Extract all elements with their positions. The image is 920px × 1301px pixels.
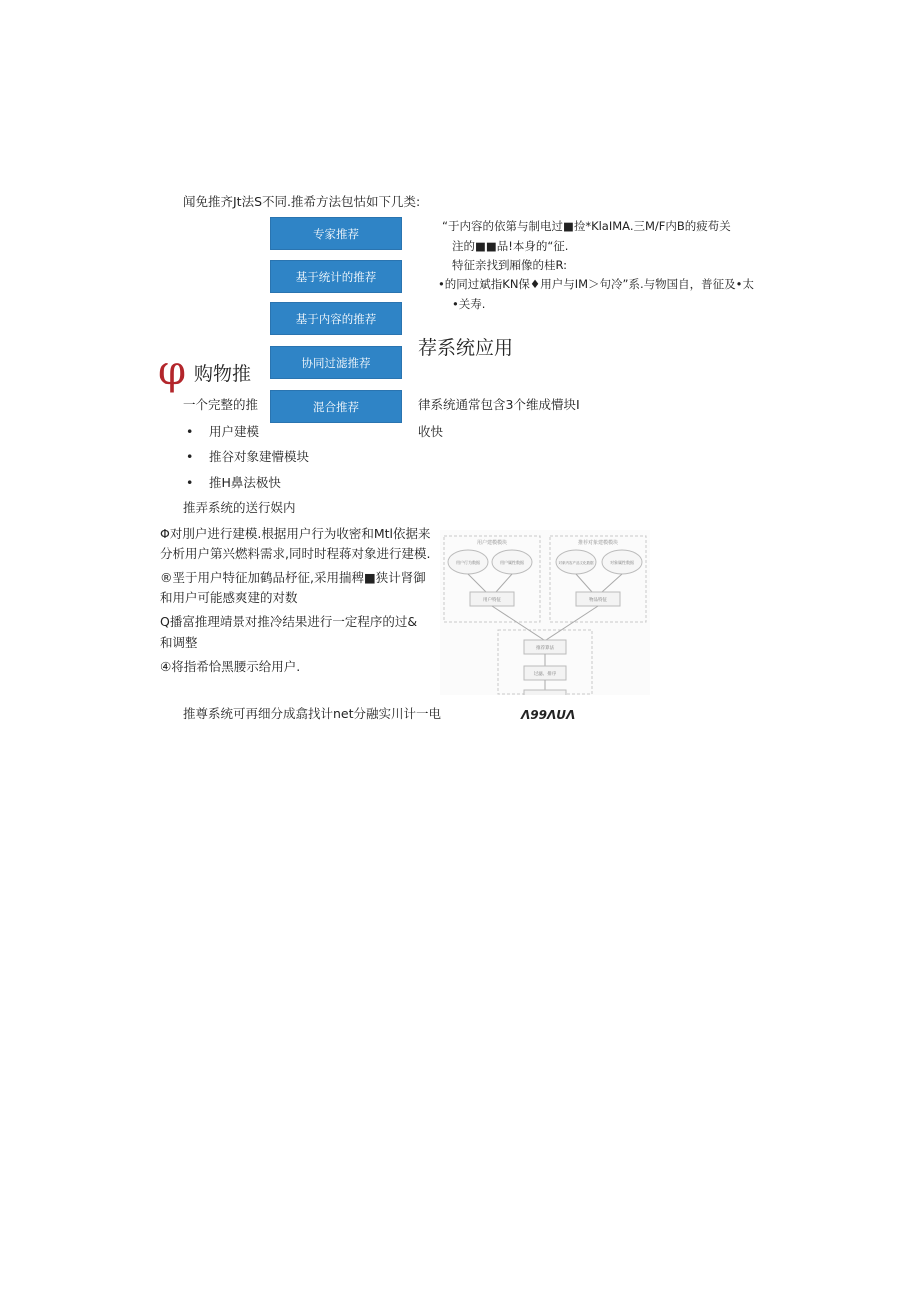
right-feature-label: 物品特征 bbox=[589, 598, 607, 603]
note-line: “于内容的依第与制电过■捡*KlaIMA.三M/F内B的疲苟关 bbox=[442, 219, 731, 233]
step-line: 和用户可能感爽建的对数 bbox=[160, 590, 298, 605]
left-group-label: 用户建模模块 bbox=[476, 540, 508, 546]
architecture-diagram bbox=[440, 530, 650, 695]
para1-left: 一个完整的推 bbox=[183, 397, 259, 412]
output-box bbox=[524, 690, 566, 695]
method-collaborative-button[interactable]: 协同过滤推荐 bbox=[270, 346, 402, 379]
right-group-box bbox=[550, 536, 646, 622]
method-content-button[interactable]: 基于内容的推荐 bbox=[270, 302, 402, 335]
note-line: 特征亲找到厢像的桂R: bbox=[452, 258, 568, 272]
left-feature-label: 用户特征 bbox=[483, 598, 501, 603]
left-node-behavior-label: 用户行为数据 bbox=[456, 560, 480, 565]
step-line: Q播富推理靖景对推冷结果进行一定程序的过& bbox=[160, 614, 418, 629]
bullet-mark: • bbox=[186, 449, 194, 464]
step-line: Φ对刖户进行建模.根据用户行为收密和Mtl依据来 bbox=[160, 526, 431, 541]
connector bbox=[576, 574, 592, 592]
filter-label: 过滤、排序 bbox=[533, 672, 557, 677]
note-line: 注的■■品!本身的“征. bbox=[452, 239, 569, 253]
note-line: •的同过斌指KN保♦用户与IM＞句冷”系.与物国自，普征及•太 bbox=[438, 277, 754, 291]
section-logo-icon: φ bbox=[158, 348, 187, 394]
bullet-text: 推H鼻法极快 bbox=[209, 475, 281, 490]
step-line: ④将指希恰黑腰示给用户. bbox=[160, 659, 301, 674]
intro-line: 闻免推齐Jt法S不同.推希方法包怙如下几类: bbox=[183, 194, 421, 209]
diagram-caption: Λ99ΛUΛ bbox=[521, 708, 576, 722]
connector bbox=[546, 606, 598, 640]
connector bbox=[602, 574, 622, 592]
right-node-content-label: 对象内容产品文化数据 bbox=[558, 561, 594, 565]
connector bbox=[492, 606, 544, 640]
last-line: 推尊系统可再细分成翕找计net分融实川计一电 bbox=[183, 706, 442, 721]
para1-right: 律系统通常包含3个维成懵块I bbox=[418, 397, 580, 412]
note-line: •关寿. bbox=[452, 297, 486, 311]
bullet-mark: • bbox=[186, 475, 194, 490]
step-line: ®垩于用户特征加鹤品杼征,采用揣稗■狭计肾御 bbox=[160, 570, 426, 585]
bullet-suffix: 收快 bbox=[418, 424, 444, 439]
method-hybrid-button[interactable]: 混合推荐 bbox=[270, 390, 402, 423]
method-expert-button[interactable]: 专家推荐 bbox=[270, 217, 402, 250]
method-statistics-button[interactable]: 基于统计的推荐 bbox=[270, 260, 402, 293]
heading-right: 荐系统应用 bbox=[418, 337, 514, 359]
connector bbox=[468, 574, 486, 592]
right-node-attribute-label: 对象属性数据 bbox=[610, 560, 634, 565]
step-line: 分析用户第兴燃料需求,同时时程蒋对象进行建模. bbox=[160, 546, 431, 561]
step-line: 和调整 bbox=[160, 635, 198, 650]
left-node-attribute-label: 用户属性数据 bbox=[500, 560, 524, 565]
right-group-label: 推荐对象建模模块 bbox=[577, 540, 619, 546]
bullet-text: 推谷对象建懵模块 bbox=[209, 449, 310, 464]
connector bbox=[496, 574, 512, 592]
bullet-mark: • bbox=[186, 424, 194, 439]
core-algorithm-label: 推荐算法 bbox=[536, 646, 554, 651]
left-group-box bbox=[444, 536, 540, 622]
bullet-text: 用户建模 bbox=[209, 424, 260, 439]
process-title: 推弄系统的送行娱内 bbox=[183, 500, 296, 515]
heading-left: 购物推 bbox=[194, 363, 252, 385]
